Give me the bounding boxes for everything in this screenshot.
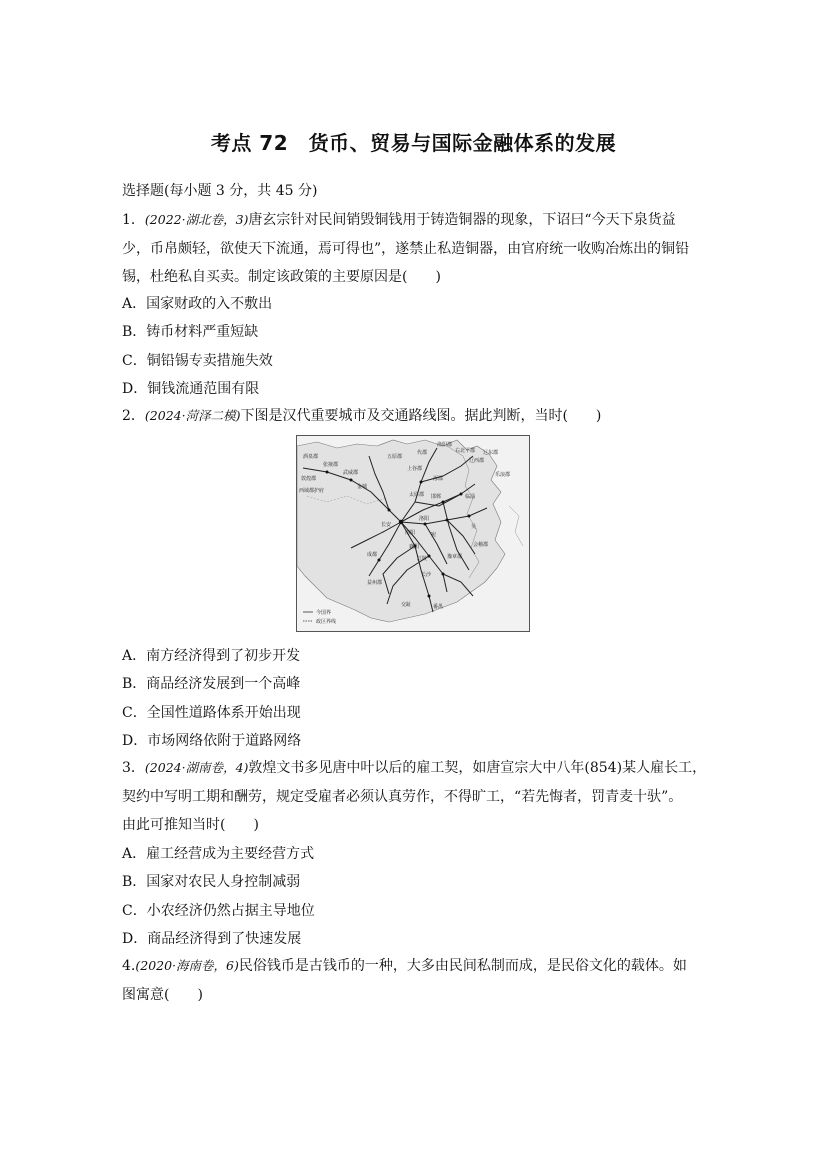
question-text-line: 锡，杜绝私自买卖。制定该政策的主要原因是( ) [122,269,441,285]
map-label: 上谷郡 [407,466,423,472]
option-b[interactable]: B．商品经济发展到一个高峰 [122,676,301,692]
map-graphic [297,436,529,631]
question-source: (2020·海南卷，6) [135,958,239,973]
question-text-line: 唐玄宗针对民间销毁铜钱用于铸造铜器的现象，下诏曰“今天下泉货益 [248,212,676,228]
question-4 [122,952,712,1009]
map-label: 太原郡 [409,492,425,498]
map-label: 张掖郡 [323,462,339,468]
question-source: (2024·菏泽二模) [144,408,241,423]
map-label: 右北平郡 [455,448,476,454]
option-d[interactable]: D．铜钱流通范围有限 [122,381,260,397]
map-label: 酒泉郡 [303,454,319,460]
question-text-line: 契约中写明工期和酬劳，规定受雇者必须认真劳作，不得旷工，“若先悔者，罚青麦十驮”。 [122,788,683,805]
map-label: 长安 [381,522,392,528]
map-label: 成都 [367,552,378,558]
question-number: 1． [122,212,145,228]
map-label: 交趾 [401,602,412,608]
map-label: 番禺 [433,604,444,610]
option-c[interactable]: C．全国性道路体系开始出现 [122,705,301,721]
map-label: 洛阳 [419,516,430,522]
question-number: 3． [122,760,145,776]
map-label: 辽东郡 [483,450,499,456]
map-label: 襄阳 [409,544,420,550]
question-text-line: 民俗钱币是古钱币的一种，大多由民间私制而成，是民俗文化的载体。如 [238,958,687,974]
map-label: 乐浪郡 [495,472,511,478]
map-label: 西域都护府 [299,488,325,494]
option-b[interactable]: B．铸币材料严重短缺 [122,324,259,340]
question-number: 2． [122,408,145,424]
question-2 [122,402,712,431]
section-heading: 选择题(每小题 3 分，共 45 分) [122,183,318,199]
page-title: 考点 72 货币、贸易与国际金融体系的发展 [210,131,617,155]
option-d[interactable]: D．商品经济得到了快速发展 [122,931,302,947]
question-source: (2022·湖北卷，3) [144,212,249,227]
han-dynasty-route-map [296,435,530,632]
map-label: 宛 [431,532,437,538]
map-label: 武威郡 [343,470,359,476]
question-number: 4. [122,958,136,974]
map-label: 长沙 [421,572,432,578]
map-label: 邯郸 [431,494,442,500]
legend-label: 政区界线 [316,619,337,625]
map-label: 敦煌郡 [301,476,317,482]
question-text-line: 由此可推知当时( ) [122,817,259,833]
option-d[interactable]: D．市场网络依附于道路网络 [122,733,302,749]
question-text-line: 敦煌文书多见唐中叶以后的雇工契，如唐宣宗大中八年(854)某人雇长工， [248,760,707,776]
question-3 [122,754,712,840]
question-source: (2024·湖南卷，4) [144,760,249,775]
map-label: 渔阳郡 [437,442,453,448]
map-label: 江陵 [417,556,428,562]
map-label: 五原郡 [387,454,403,460]
map-label: 辽西郡 [469,458,485,464]
map-label: 南阳 [405,530,416,536]
map-label: 金城 [357,484,368,490]
map-label: 涿郡 [433,476,444,482]
option-b[interactable]: B．国家对农民人身控制减弱 [122,874,301,890]
question-text-line: 少，币帛颇轻，欲使天下流通，焉可得也”，遂禁止私造铜器，由官府统一收购冶炼出的铜铅 [122,240,690,257]
option-c[interactable]: C．小农经济仍然占据主导地位 [122,903,315,919]
map-label: 临淄 [465,494,476,500]
question-text-line: 图寓意( ) [122,986,203,1003]
option-a[interactable]: A．国家财政的入不敷出 [122,296,273,312]
map-label: 豫章郡 [447,554,463,560]
question-1 [122,206,712,292]
question-text-line: 下图是汉代重要城市及交通路线图。据此判断，当时( ) [240,408,602,424]
map-label: 代郡 [417,450,428,456]
option-c[interactable]: C．铜铅锡专卖措施失效 [122,353,273,369]
option-a[interactable]: A．南方经济得到了初步开发 [122,648,301,664]
option-a[interactable]: A．雇工经营成为主要经营方式 [122,846,315,862]
map-label: 益州郡 [367,580,383,586]
legend-label: 今国界 [316,610,332,616]
map-label: 会稽郡 [473,542,489,548]
map-label: 吴 [471,524,477,530]
